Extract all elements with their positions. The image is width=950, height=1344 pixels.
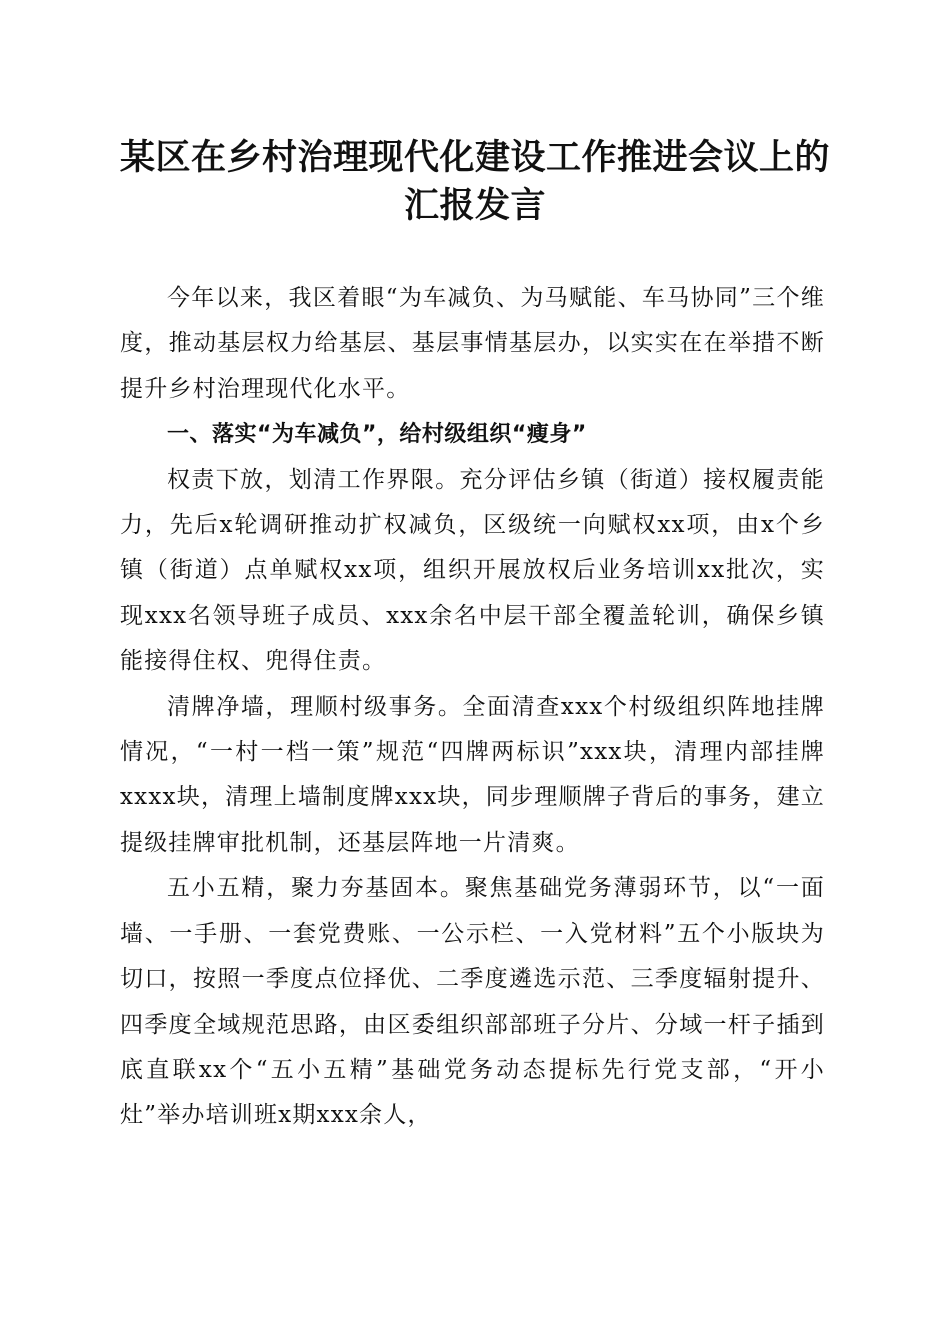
title-line-1: 某区在乡村治理现代化建设工作推进会议上的 <box>119 137 830 178</box>
document-title <box>100 134 850 230</box>
section-heading-1: 一、落实“为车减负”，给村级组织“瘦身” <box>167 422 587 448</box>
intro-paragraph: 今年以来，我区着眼“为车减负、为马赋能、车马协同”三个维度，推动基层权力给基层、基层事情基层办，以实实在在举措不断提升乡村治理现代化水平。 <box>120 285 825 402</box>
title-line-2: 汇报发言 <box>403 185 546 226</box>
body-paragraph-3: 五小五精，聚力夯基固本。聚焦基础党务薄弱环节，以“一面墙、一手册、一套党费账、一公示栏、一入党材料”五个小版块为切口，按照一季度点位择优、二季度遴选示范、三季度辐射提升、四季度全域规范思路，由区委组织部部班子分片、分域一杆子插到底直联xx个“五小五精”基础党务动态提标先行党支部，“开小灶”举办培训班x期xxx余人， <box>120 875 825 1129</box>
body-paragraph-2: 清牌净墙，理顺村级事务。全面清查xxx个村级组织阵地挂牌情况，“一村一档一策”规范“四牌两标识”xxx块，清理内部挂牌xxxx块，清理上墙制度牌xxx块，同步理顺牌子背后的事务，建立提级挂牌审批机制，还基层阵地一片清爽。 <box>120 693 825 856</box>
body-paragraph-1: 权责下放，划清工作界限。充分评估乡镇（街道）接权履责能力，先后x轮调研推动扩权减负，区级统一向赋权xx项，由x个乡镇（街道）点单赋权xx项，组织开展放权后业务培训xx批次，实现xxx名领导班子成员、xxx余名中层干部全覆盖轮训，确保乡镇能接得住权、兜得住责。 <box>120 466 825 675</box>
document-body <box>120 276 825 1139</box>
